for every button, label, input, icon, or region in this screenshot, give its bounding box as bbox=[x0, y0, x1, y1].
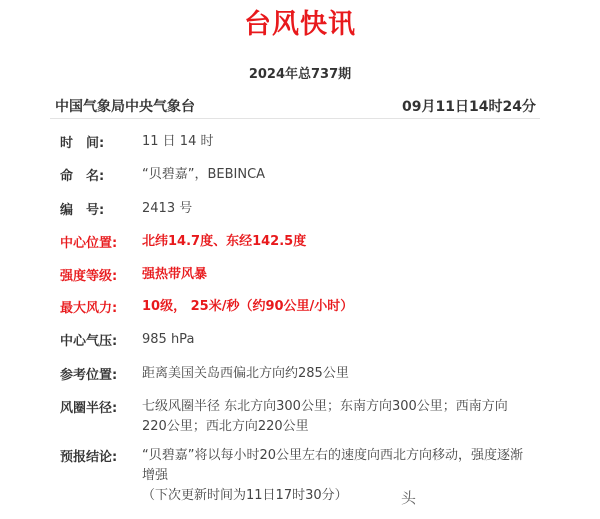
row-value bbox=[142, 446, 532, 506]
row-value: 11 日 14 时 bbox=[142, 134, 214, 149]
row-value: 10级， 25米/秒（约90公里/小时） bbox=[142, 299, 354, 314]
row-label: 编 号: bbox=[60, 203, 105, 218]
next-update-note: （下次更新时间为11日17时30分） bbox=[142, 488, 348, 503]
publish-time: 09月11日14时24分 bbox=[402, 99, 536, 115]
row-label: 预报结论: bbox=[60, 450, 118, 465]
corner-logo-glyph: 头 bbox=[401, 489, 417, 507]
row-value: 2413 号 bbox=[142, 201, 193, 216]
header-divider bbox=[50, 118, 540, 119]
row-label: 中心气压: bbox=[60, 334, 118, 349]
row-label: 强度等级: bbox=[60, 269, 118, 284]
issue-number: 2024年总737期 bbox=[248, 67, 352, 82]
row-value: 985 hPa bbox=[142, 332, 195, 347]
forecast-text: “贝碧嘉”将以每小时20公里左右的速度向西北方向移动，强度逐渐增强 bbox=[142, 448, 524, 483]
row-label: 时 间: bbox=[60, 136, 105, 151]
row-label: 参考位置: bbox=[60, 368, 118, 383]
page-title: 台风快讯 bbox=[244, 9, 356, 40]
row-label: 中心位置: bbox=[60, 236, 118, 251]
row-label: 最大风力: bbox=[60, 301, 118, 316]
row-label: 风圈半径: bbox=[60, 401, 118, 416]
agency-name: 中国气象局中央气象台 bbox=[55, 99, 195, 115]
row-label: 命 名: bbox=[60, 169, 105, 184]
row-value: “贝碧嘉”，BEBINCA bbox=[142, 167, 266, 182]
row-value: 距离美国关岛西偏北方向约285公里 bbox=[142, 366, 349, 381]
row-value: 七级风圈半径 东北方向300公里；东南方向300公里；西南方向220公里；西北方向220公里 bbox=[142, 399, 508, 434]
row-value: 强热带风暴 bbox=[142, 267, 208, 282]
row-value: 北纬14.7度、东经142.5度 bbox=[142, 234, 307, 249]
